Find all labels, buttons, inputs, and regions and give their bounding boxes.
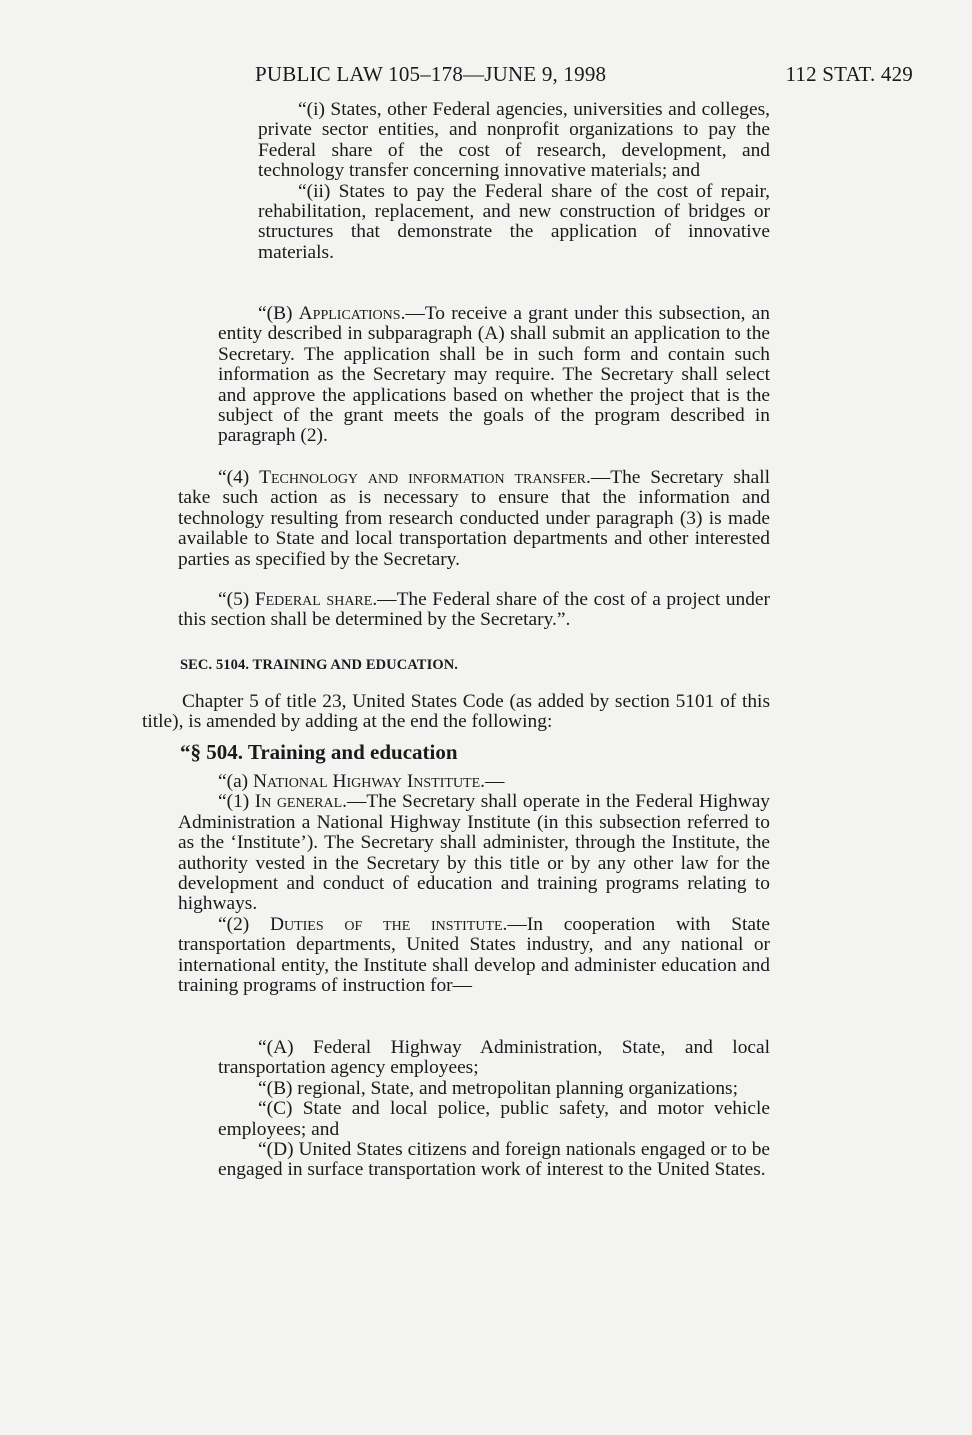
par-1-text: —The Secretary shall operate in the Federal Highway Administration a National Highway Institute (in this subsection referred to as the ‘Institute’). The Secretary shall administer, through the Institute, the authority vested in the Secretary by this title or by any other law for the development and conduct of education and training programs relating to highways. bbox=[178, 791, 770, 915]
par-5-heading: Federal share. bbox=[254, 589, 378, 610]
subpar-b-heading: Applications. bbox=[298, 303, 406, 324]
par-2-text: —In cooperation with State transportation departments, United States industry, and any national or international entity, the Institute shall develop and administer education and training programs of instruction for— bbox=[178, 913, 770, 997]
paragraph-2 bbox=[178, 915, 770, 997]
par-1-heading: In general. bbox=[254, 791, 347, 813]
section-504-heading: “§ 504. Training and education bbox=[180, 740, 458, 764]
par-4-text: —The Secretary shall take such action as is necessary to ensure that the information and technology resulting from research conducted under paragraph (3) is made available to State and local transportation departments and other interested parties as specified by the Secretary. bbox=[178, 467, 770, 570]
list-item-a: “(A) Federal Highway Administration, State, and local transportation agency employees; bbox=[218, 1037, 770, 1079]
par-2-heading: Duties of the institute. bbox=[269, 913, 508, 935]
par-5-text: —The Federal share of the cost of a project under this section shall be determined by the Secretary.”. bbox=[178, 589, 770, 631]
clause-i: “(i) States, other Federal agencies, universities and colleges, private sector entities, and nonprofit organizations to pay the Federal share of the cost of research, development, and technology transfer concerning innovative materials; and bbox=[258, 99, 770, 182]
sub-a-heading: National Highway Institute. bbox=[252, 771, 486, 792]
header-stat-page: 112 STAT. 429 bbox=[785, 62, 913, 86]
clause-ii: “(ii) States to pay the Federal share of the cost of repair, rehabilitation, replacement, and new construction of bridges or structures that demonstrate the application of innovative materials. bbox=[258, 180, 770, 263]
subpar-b-number: “(B) bbox=[258, 303, 299, 324]
paragraph-1 bbox=[178, 792, 770, 914]
clause-i-ii-block bbox=[258, 100, 770, 263]
list-item-b: “(B) regional, State, and metropolitan planning organizations; bbox=[258, 1077, 738, 1099]
paragraph-5 bbox=[178, 590, 770, 631]
header-citation: PUBLIC LAW 105–178—JUNE 9, 1998 bbox=[255, 62, 607, 86]
subpar-b-text: —To receive a grant under this subsection, an entity described in subparagraph (A) shall submit an application to the Secretary. The application shall be in such form and contain such information as the Secretary may require. The Secretary shall select and approve the applications based on whether the project that is the subject of the grant meets the goals of the program described in paragraph (2). bbox=[218, 303, 770, 447]
list-item-d: “(D) United States citizens and foreign nationals engaged or to be engaged in surface transportation work of interest to the United States. bbox=[218, 1139, 770, 1181]
list-item-c: “(C) State and local police, public safety, and motor vehicle employees; and bbox=[218, 1098, 770, 1140]
sub-a-dash: — bbox=[485, 771, 505, 792]
par-1-number: “(1) bbox=[218, 791, 255, 813]
chapter-amendment-text: Chapter 5 of title 23, United States Code (as added by section 5101 of this title), is amended by adding at the end the following: bbox=[142, 691, 770, 733]
par-4-heading: Technology and information transfer. bbox=[259, 467, 591, 488]
subsection-a-and-paragraphs bbox=[178, 772, 770, 996]
subparagraph-b bbox=[218, 304, 770, 447]
section-heading: SEC. 5104. TRAINING AND EDUCATION. bbox=[180, 657, 459, 673]
par-5-number: “(5) bbox=[218, 589, 255, 610]
par-2-number: “(2) bbox=[218, 913, 270, 935]
subsection-a-heading-line bbox=[178, 772, 770, 792]
par-4-number: “(4) bbox=[218, 467, 260, 488]
list-a-to-d bbox=[218, 1038, 770, 1181]
sub-a-number: “(a) bbox=[218, 771, 253, 792]
paragraph-4 bbox=[178, 468, 770, 570]
